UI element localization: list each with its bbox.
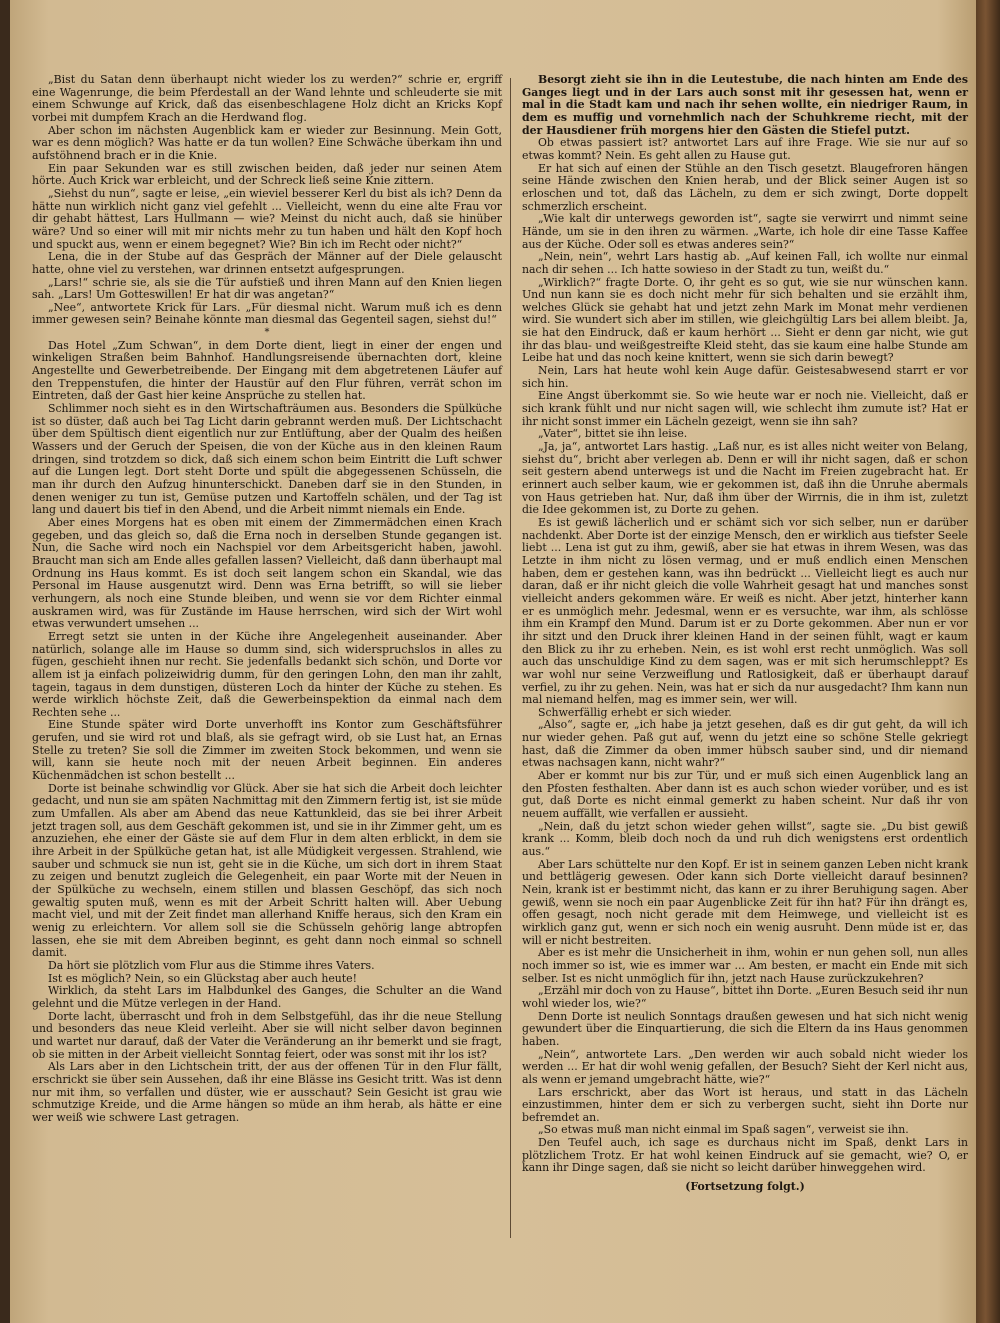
- paragraph: Aber eines Morgens hat es oben mit einem der Zimmermädchen einen Krach gegeben, und das gleich so, daß die Erna noch in derselben Stunde gegangen ist. Nun, die Sache wird noch ein Nachspiel vor dem Arbeitsgericht haben, jawohl. Braucht man sich am Ende alles gefallen lassen? Vielleicht, daß dann überhaupt mal Ordnung ins Haus kommt. Es ist doch seit langem schon ein Skandal, wie das Personal im Hause ausgenutzt wird. Denn was Erna betrifft, so will sie lieber verhungern, als noch eine Stunde bleiben, und wenn sie vor dem Richter einmal auskramen wird, was für Zustände im Hause herrschen, wird sich der Wirt wohl etwas verwundert umsehen ...: [32, 515, 502, 631]
- paragraph: Aber es ist mehr die Unsicherheit in ihm, wohin er nun gehen soll, nun alles noch immer so ist, wie es immer war ... Am besten, er macht ein Ende mit sich selber. Ist es nicht unmöglich für ihn, jetzt nach Hause zurückzukehren?: [522, 946, 968, 985]
- paragraph: Erregt setzt sie unten in der Küche ihre Angelegenheit auseinander. Aber natürlich, solange alle im Hause so dumm sind, sich widerspruchslos in alles zu fügen, geschieht ihnen nur recht. Sie jedenfalls bedankt sich schön, und Dorte vor allem ist ja einfach polizeiwidrig dumm, für den geringen Lohn, den man ihr zahlt, tagein, tagaus in dem dunstigen, düsteren Loch da hinter der Küche zu stehen. Es werde wirklich höchste Zeit, daß die Gewerbeinspektion da einmal nach dem Rechten sehe ...: [32, 629, 502, 719]
- paragraph: *: [264, 327, 270, 339]
- paragraph: Dorte ist beinahe schwindlig vor Glück. Aber sie hat sich die Arbeit doch leichter gedacht, und nun sie am späten Nachmittag mit den Zimmern fertig ist, ist sie müde zum Umfallen. Als aber am Abend das neue Kattunkleid, das sie bei ihrer Arbeit jetzt tragen soll, aus dem Geschäft gekommen ist, und sie in ihr Zimmer geht, um es anzuziehen, ehe einer der Gäste sie auf dem Flur in dem alten erblickt, in dem sie ihre Arbeit in der Spülküche getan hat, ist alle Müdigkeit vergessen. Strahlend, wie sauber und schmuck sie nun ist, geht sie in die Küche, um sich dort in ihrem Staat zu zeigen und benutzt zugleich die Gelegenheit, ein paar Worte mit der Neuen in der Spülküche zu wechseln, einem stillen und blassen Geschöpf, das sich noch gewaltig sputen muß, wenn es mit der Arbeit Schritt halten will. Aber Uebung macht viel, und mit der Zeit findet man allerhand Kniffe heraus, sich den Kram ein wenig zu erleichtern. Vor allem soll sie die Schüsseln gehörig lange abtropfen lassen, ehe sie mit dem Abreiben beginnt, es geht dann noch einmal so schnell damit.: [32, 781, 502, 960]
- paragraph: Dorte lacht, überrascht und froh in dem Selbstgefühl, das ihr die neue Stellung und besonders das neue Kleid verleiht. Aber sie will nicht selber davon beginnen und wartet nur darauf, daß der Vater die Veränderung an ihr bemerkt und sie fragt, ob sie mitten in der Arbeit vielleicht Sonntag feiert, oder was sonst mit ihr los ist?: [32, 1009, 502, 1061]
- paragraph: „Wie kalt dir unterwegs geworden ist“, sagte sie verwirrt und nimmt seine Hände, um sie in den ihren zu wärmen. „Warte, ich hole dir eine Tasse Kaffee aus der Küche. Oder soll es etwas anderes sein?“: [522, 212, 968, 251]
- paragraph: Er hat sich auf einen der Stühle an den Tisch gesetzt. Blaugefroren hängen seine Hände zwischen den Knien herab, und der Blick seiner Augen ist so erloschen und tot, daß das Lächeln, zu dem er sich zwingt, Dorte doppelt schmerzlich erscheint.: [522, 161, 968, 213]
- left-column: [32, 74, 502, 1124]
- paragraph: „Wirklich?“ fragte Dorte. O, ihr geht es so gut, wie sie nur wünschen kann. Und nun kann sie es doch nicht mehr für sich behalten und sie erzählt ihm, welches Glück sie gehabt hat und jetzt zehn Mark im Monat mehr verdienen wird. Sie wundert sich aber im stillen, wie gleichgültig Lars bei allem bleibt. Ja, sie hat den Eindruck, daß er kaum herhört ... Sieht er denn gar nicht, wie gut ihr das blau- und weißgestreifte Kleid steht, das sie kaum eine halbe Stunde am Leibe hat und das noch keine knittert, wenn sie sich darin bewegt?: [522, 275, 968, 365]
- paragraph: Ist es möglich? Nein, so ein Glückstag aber auch heute!: [48, 971, 357, 985]
- paragraph: „Bist du Satan denn überhaupt nicht wieder los zu werden?“ schrie er, ergriff eine Wagenrunge, die beim Pferdestall an der Wand lehnte und schleuderte sie mit einem Schwunge auf Krick, daß das eisenbeschlagene Holz dicht an Kricks Kopf vorbei mit dumpfem Krach an die Herdwand flog.: [32, 73, 502, 124]
- paragraph: Nein, Lars hat heute wohl kein Auge dafür. Geistesabwesend starrt er vor sich hin.: [522, 364, 968, 390]
- right-column: [522, 74, 968, 1194]
- paragraph: Lena, die in der Stube auf das Gespräch der Männer auf der Diele gelauscht hatte, ohne viel zu verstehen, war drinnen entsetzt aufgesprungen.: [32, 250, 502, 276]
- paragraph: „Vater“, bittet sie ihn leise.: [538, 427, 688, 441]
- paragraph: Es ist gewiß lächerlich und er schämt sich vor sich selber, nun er darüber nachdenkt. Aber Dorte ist der einzige Mensch, den er wirklich aus tiefster Seele liebt ... Lena ist gut zu ihm, gewiß, aber sie hat etwas in ihrem Wesen, was das Letzte in ihm nicht zu lösen vermag, und er muß endlich einen Menschen haben, dem er gestehen kann, was ihn bedrückt ... Vielleicht liegt es auch nur daran, daß er ihr nicht gleich die volle Wahrheit gesagt hat und manches sonst vielleicht anders gekommen wäre. Er weiß es nicht. Aber jetzt, hinterher kann er es unmöglich mehr. Jedesmal, wenn er es versuchte, war ihm, als schlösse ihm ein Krampf den Mund. Darum ist er zu Dorte gekommen. Aber nun er vor ihr sitzt und den Druck ihrer kleinen Hand in der seinen fühlt, wagt er kaum den Blick zu ihr zu erheben. Nein, es ist wohl erst recht unmöglich. Was soll auch das unschuldige Kind zu dem sagen, was er mit sich herumschleppt? Es war wohl nur seine Verzweiflung und Ratlosigkeit, daß er überhaupt darauf verfiel, zu ihr zu gehen. Nein, was hat er sich da nur ausgedacht? Ihm kann nun mal niemand helfen, mag es immer sein, wer will.: [522, 515, 968, 707]
- paragraph: „So etwas muß man nicht einmal im Spaß sagen“, verweist sie ihn.: [538, 1123, 909, 1137]
- paragraph: Aber schon im nächsten Augenblick kam er wieder zur Besinnung. Mein Gott, war es denn möglich? Was hatte er da tun wollen? Eine Schwäche überkam ihn und aufstöhnend brach er in die Knie.: [32, 123, 502, 162]
- paragraph: „Nein“, antwortete Lars. „Den werden wir auch sobald nicht wieder los werden ... Er hat dir wohl wenig gefallen, der Besuch? Sieht der Kerl nicht aus, als wenn er jemand umgebracht hätte, wie?“: [522, 1047, 968, 1086]
- paragraph: „Siehst du nun“, sagte er leise, „ein wieviel besserer Kerl du bist als ich? Denn da hätte nun wirklich nicht ganz viel gefehlt ... Vielleicht, wenn du eine alte Frau vor dir gehabt hättest, Lars Hullmann — wie? Meinst du nicht auch, daß sie hinüber wäre? Und so einer will mit mir nichts mehr zu tun haben und hält den Kopf hoch und spuckt aus, wenn er einem begegnet? Wie? Bin ich im Recht oder nicht?“: [32, 186, 502, 251]
- paragraph: Schwerfällig erhebt er sich wieder.: [538, 705, 732, 719]
- paragraph: Lars erschrickt, aber das Wort ist heraus, und statt in das Lächeln einzustimmen, hinter dem er sich zu verbergen sucht, sieht ihn Dorte nur befremdet an.: [522, 1085, 968, 1124]
- paragraph: Besorgt zieht sie ihn in die Leutestube, die nach hinten am Ende des Ganges liegt und in der Lars auch sonst mit ihr gesessen hat, wenn er mal in die Stadt kam und nach ihr sehen wollte, ein niedriger Raum, in dem es muffig und vornehmlich nach der Schuhkreme riecht, mit der der Hausdiener früh morgens hier den Gästen die Stiefel putzt.: [522, 73, 968, 137]
- paragraph: „Nein, daß du jetzt schon wieder gehen willst“, sagte sie. „Du bist gewiß krank ... Komm, bleib doch noch da und ruh dich wenigstens erst ordentlich aus.“: [522, 819, 968, 859]
- paragraph: „Nee“, antwortete Krick für Lars. „Für diesmal nicht. Warum muß ich es denn immer gewesen sein? Beinahe könnte man diesmal das Gegenteil sagen, siehst du!“: [32, 300, 502, 327]
- paragraph: Eine Angst überkommt sie. So wie heute war er noch nie. Vielleicht, daß er sich krank fühlt und nur nicht sagen will, wie schlecht ihm zumute ist? Hat er ihr nicht sonst immer ein Lächeln gezeigt, wenn sie ihn sah?: [522, 389, 968, 428]
- paragraph: „Nein, nein“, wehrt Lars hastig ab. „Auf keinen Fall, ich wollte nur einmal nach dir sehen ... Ich hatte sowieso in der Stadt zu tun, weißt du.“: [522, 250, 968, 276]
- paragraph: (Fortsetzung folgt.): [685, 1180, 805, 1194]
- column-rule: [510, 78, 511, 1238]
- paragraph: Aber Lars schüttelte nur den Kopf. Er ist in seinem ganzen Leben nicht krank und bettlägerig gewesen. Oder kann sich Dorte vielleicht darauf besinnen? Nein, krank ist er bestimmt nicht, das kann er zu ihrer Beruhigung sagen. Aber gewiß, wenn sie noch ein paar Augenblicke Zeit für ihn hat? Für ihn drängt es, offen gesagt, noch nicht gerade mit dem Heimwege, und vielleicht ist es wirklich ganz gut, wenn er sich noch ein wenig ausruht. Denn müde ist er, das will er nicht bestreiten.: [522, 857, 968, 947]
- paragraph: Schlimmer noch sieht es in den Wirtschafträumen aus. Besonders die Spülküche ist so düster, daß auch bei Tag Licht darin gebrannt werden muß. Der Lichtschacht über dem Spültisch dient eigentlich nur zur Entlüftung, aber der Qualm des heißen Wassers und der Geruch der Speisen, die von der Küche aus in den kleinen Raum dringen, sind trotzdem so dick, daß sich einem schon beim Eintritt die Luft schwer auf die Lungen legt. Dort steht Dorte und spült die abgegessenen Schüsseln, die man ihr durch den Aufzug hinunterschickt. Daneben darf sie in den Stunden, in denen weniger zu tun ist, Gemüse putzen und Kartoffeln schälen, und der Tag ist lang und dauert bis tief in den Abend, und die Arbeit nimmt niemals ein Ende.: [32, 402, 502, 517]
- paragraph: Ob etwas passiert ist? antwortet Lars auf ihre Frage. Wie sie nur auf so etwas kommt? Nein. Es geht allen zu Hause gut.: [522, 136, 968, 162]
- paragraph: Ein paar Sekunden war es still zwischen beiden, daß jeder nur seinen Atem hörte. Auch Krick war erbleicht, und der Schreck ließ seine Knie zittern.: [32, 161, 502, 188]
- paragraph: Aber er kommt nur bis zur Tür, und er muß sich einen Augenblick lang an den Pfosten festhalten. Aber dann ist es auch schon wieder vorüber, und es ist gut, daß Dorte es nicht einmal gemerkt zu haben scheint. Nur daß ihr von neuem auffällt, wie verfallen er aussieht.: [522, 769, 968, 821]
- book-edge: [976, 0, 1000, 1323]
- paragraph: „Lars!“ schrie sie, als sie die Tür aufstieß und ihren Mann auf den Knien liegen sah. „Lars! Um Gotteswillen! Er hat dir was angetan?“: [32, 275, 502, 302]
- paragraph: Da hört sie plötzlich vom Flur aus die Stimme ihres Vaters.: [48, 958, 375, 972]
- paragraph: Denn Dorte ist neulich Sonntags draußen gewesen und hat sich nicht wenig gewundert über die Einquartierung, die sich die Eltern da ins Haus genommen haben.: [522, 1009, 968, 1048]
- paragraph: „Erzähl mir doch von zu Hause“, bittet ihn Dorte. „Euren Besuch seid ihr nun wohl wieder los, wie?“: [522, 984, 968, 1010]
- paragraph: Das Hotel „Zum Schwan“, in dem Dorte dient, liegt in einer der engen und winkeligen Straßen beim Bahnhof. Handlungsreisende übernachten dort, kleine Angestellte und Gewerbetreibende. Der Eingang mit dem abgetretenen Läufer auf den Treppenstufen, die hinter der Haustür auf den Flur führen, verrät schon im Eintreten, daß der Gast hier keine Ansprüche zu stellen hat.: [32, 338, 502, 403]
- newspaper-page: [10, 0, 976, 1323]
- paragraph: Den Teufel auch, ich sage es durchaus nicht im Spaß, denkt Lars in plötzlichem Trotz. Er hat wohl keinen Eindruck auf sie gemacht, wie? O, er kann ihr Dinge sagen, daß sie nicht so leicht darüber hinweggehen wird.: [522, 1136, 968, 1175]
- paragraph: „Ja, ja“, antwortet Lars hastig. „Laß nur, es ist alles nicht weiter von Belang, siehst du“, bricht aber verlegen ab. Denn er will ihr nicht sagen, daß er schon seit gestern abend unterwegs ist und die Nacht im Freien zugebracht hat. Er erinnert auch selber kaum, wie er gekommen ist, daß ihn die Unruhe abermals von Haus getrieben hat. Nur, daß ihm über der Wirrnis, die in ihm ist, zuletzt die Idee gekommen ist, zu Dorte zu gehen.: [522, 440, 968, 517]
- paragraph: Als Lars aber in den Lichtschein tritt, der aus der offenen Tür in den Flur fällt, erschrickt sie über sein Aussehen, daß ihr eine Blässe ins Gesicht tritt. Was ist denn nur mit ihm, so verfallen und düster, wie er ausschaut? Sein Gesicht ist grau wie schmutzige Kreide, und die Arme hängen so müde an ihm herab, als hätte er eine wer weiß wie schwere Last getragen.: [32, 1060, 502, 1124]
- paragraph: Eine Stunde später wird Dorte unverhofft ins Kontor zum Geschäftsführer gerufen, und sie wird rot und blaß, als sie gefragt wird, ob sie Lust hat, an Ernas Stelle zu treten? Sie soll die Zimmer im zweiten Stock bekommen, und wenn sie will, kann sie heute noch mit der neuen Arbeit beginnen. Ein anderes Küchenmädchen ist schon bestellt ...: [32, 718, 502, 783]
- paragraph: „Also“, sagte er, „ich habe ja jetzt gesehen, daß es dir gut geht, da will ich nur wieder gehen. Paß gut auf, wenn du jetzt eine so schöne Stelle gekriegt hast, daß die Zimmer da oben immer hübsch sauber sind, und dir niemand etwas nachsagen kann, nicht wahr?“: [522, 718, 968, 770]
- paragraph: Wirklich, da steht Lars im Halbdunkel des Ganges, die Schulter an die Wand gelehnt und die Mütze verlegen in der Hand.: [32, 984, 502, 1010]
